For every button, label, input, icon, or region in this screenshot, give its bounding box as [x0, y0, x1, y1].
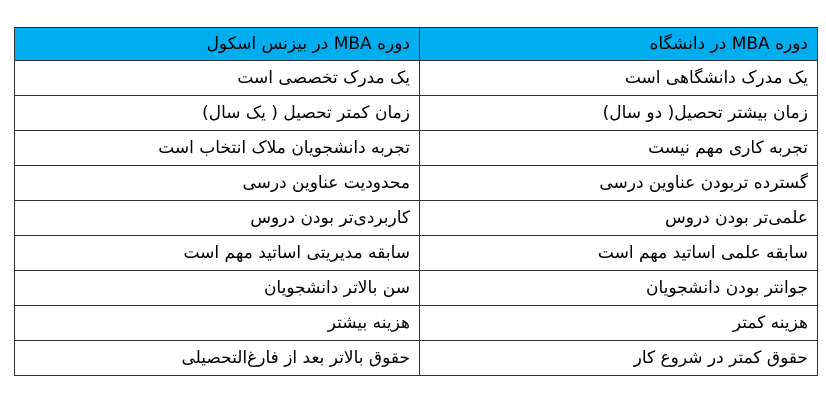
- business-school-cell: حقوق بالاتر بعد از فارغ‌التحصیلی: [15, 341, 420, 376]
- business-school-cell: یک مدرک تخصصی است: [15, 61, 420, 96]
- header-business-school-mba: دوره MBA در بیزنس اسکول: [15, 28, 420, 61]
- university-cell: حقوق کمتر در شروع کار: [420, 341, 818, 376]
- table-row: [15, 131, 818, 166]
- mba-comparison-table: [14, 27, 818, 376]
- business-school-cell: هزینه بیشتر: [15, 306, 420, 341]
- university-cell: زمان بیشتر تحصیل( دو سال): [420, 96, 818, 131]
- business-school-cell: محدودیت عناوین درسی: [15, 166, 420, 201]
- table-row: [15, 236, 818, 271]
- business-school-cell: زمان کمتر تحصیل ( یک سال): [15, 96, 420, 131]
- business-school-cell: تجربه دانشجویان ملاک انتخاب است: [15, 131, 420, 166]
- table-row: [15, 201, 818, 236]
- university-cell: علمی‌تر بودن دروس: [420, 201, 818, 236]
- table-row: [15, 306, 818, 341]
- table-header-row: [15, 28, 818, 61]
- table-row: [15, 271, 818, 306]
- header-university-mba: دوره MBA در دانشگاه: [420, 28, 818, 61]
- business-school-cell: کاربردی‌تر بودن دروس: [15, 201, 420, 236]
- business-school-cell: سابقه مدیریتی اساتید مهم است: [15, 236, 420, 271]
- university-cell: سابقه علمی اساتید مهم است: [420, 236, 818, 271]
- table-row: [15, 96, 818, 131]
- table-row: [15, 341, 818, 376]
- table-row: [15, 61, 818, 96]
- university-cell: هزینه کمتر: [420, 306, 818, 341]
- table-row: [15, 166, 818, 201]
- university-cell: تجربه کاری مهم نیست: [420, 131, 818, 166]
- university-cell: گسترده تربودن عناوین درسی: [420, 166, 818, 201]
- comparison-table-container: [14, 27, 817, 376]
- business-school-cell: سن بالاتر دانشجویان: [15, 271, 420, 306]
- university-cell: یک مدرک دانشگاهی است: [420, 61, 818, 96]
- university-cell: جوانتر بودن دانشجویان: [420, 271, 818, 306]
